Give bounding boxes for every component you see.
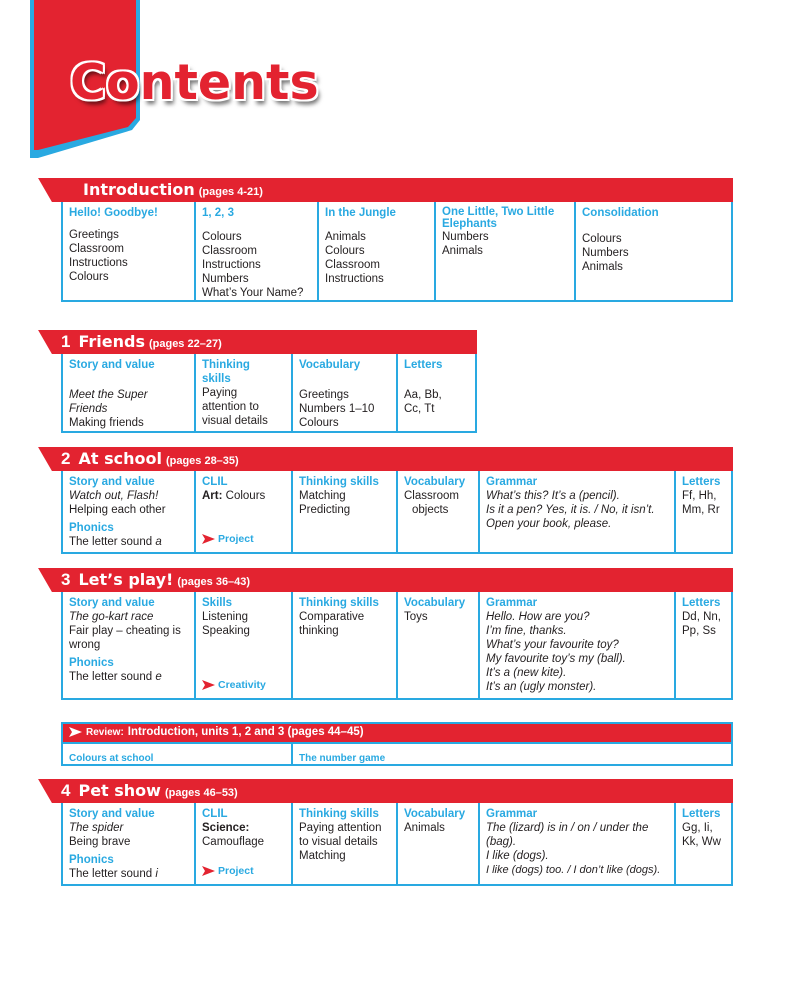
intro-col-heading: Hello! Goodbye! <box>69 207 158 219</box>
flag-icon <box>202 680 215 690</box>
column-heading: Grammar <box>486 808 538 820</box>
unit-pages: (pages 22–27) <box>148 338 222 350</box>
list-item: Numbers <box>442 231 489 243</box>
column-heading: CLIL <box>202 476 228 488</box>
letters-cell <box>396 354 475 431</box>
clil-cell <box>194 803 291 884</box>
list-item: Instructions <box>202 259 261 271</box>
list-item: Greetings <box>69 229 119 241</box>
phonics-text: The letter sound a <box>69 536 162 548</box>
list-item: Colours <box>69 271 109 283</box>
column-heading: Vocabulary <box>404 476 466 488</box>
clil-text: Art: Colours <box>202 490 266 502</box>
review-item-1: Colours at school <box>69 753 154 764</box>
unit-4-section <box>45 779 733 886</box>
unit-title: Pet show <box>78 781 161 800</box>
phonics-heading: Phonics <box>69 854 114 866</box>
story-value: Making friends <box>69 417 144 429</box>
unit-title: Friends <box>78 332 145 351</box>
story-title: Meet the Super Friends <box>69 389 148 415</box>
phonics-heading: Phonics <box>69 522 114 534</box>
clil-cell <box>194 471 291 552</box>
story-cell <box>63 592 194 698</box>
review-grid <box>61 744 733 766</box>
unit-3-section <box>45 568 733 700</box>
unit-pages: (pages 28–35) <box>165 455 239 467</box>
unit-number: 3 <box>61 570 71 589</box>
list-item: Greetings <box>299 389 349 401</box>
list-item: Numbers <box>582 247 629 259</box>
cell-text: Gg, Ii, Kk, Ww <box>682 822 721 848</box>
list-item: What’s this? It’s a (pencil). <box>486 490 620 502</box>
vocabulary-cell <box>396 592 478 698</box>
letters-cell <box>674 592 731 698</box>
list-item: I’m fine, thanks. <box>486 625 567 637</box>
list-item: Classroom <box>325 259 380 271</box>
list-item: Predicting <box>299 504 351 516</box>
intro-col-heading: Consolidation <box>582 207 659 219</box>
list-item: Classroom <box>202 245 257 257</box>
column-heading: Thinking skills <box>299 476 379 488</box>
story-value: Being brave <box>69 836 131 848</box>
review-label: Review: <box>86 726 124 738</box>
intro-pages: (pages 4-21) <box>198 186 263 198</box>
story-cell <box>63 471 194 552</box>
list-item: Speaking <box>202 625 250 637</box>
column-heading: Story and value <box>69 359 155 371</box>
list-item: Instructions <box>69 257 128 269</box>
list-item: It’s a (new kite). <box>486 667 567 679</box>
list-item: I like (dogs). <box>486 850 549 862</box>
grammar-cell <box>478 592 674 698</box>
list-item: Numbers 1–10 <box>299 403 375 415</box>
list-item: Listening <box>202 611 249 623</box>
page-title: Contents <box>70 54 319 111</box>
list-item: Animals <box>404 822 445 834</box>
intro-col-1 <box>63 202 194 300</box>
column-heading: Story and value <box>69 597 155 609</box>
list-item: Colours <box>325 245 365 257</box>
column-heading: Vocabulary <box>404 597 466 609</box>
list-item: Colours <box>202 231 242 243</box>
list-item: Paying attention <box>299 822 382 834</box>
column-heading: Thinking skills <box>299 597 379 609</box>
thinking-cell <box>194 354 291 431</box>
unit-number: 2 <box>61 449 71 468</box>
story-cell <box>63 354 194 431</box>
column-heading: Story and value <box>69 808 155 820</box>
intro-col-5 <box>574 202 731 300</box>
letters-cell <box>674 803 731 884</box>
intro-section <box>45 178 733 302</box>
column-heading: Vocabulary <box>299 359 361 371</box>
column-heading: Thinking skills <box>299 808 379 820</box>
story-title: The spider <box>69 822 124 834</box>
intro-col-2 <box>194 202 317 300</box>
grammar-cell <box>478 803 674 884</box>
story-cell <box>63 803 194 884</box>
list-item: What’s Your Name? <box>202 287 304 299</box>
column-heading: Grammar <box>486 476 538 488</box>
vocabulary-cell <box>396 471 478 552</box>
phonics-text: The letter sound i <box>69 868 158 880</box>
intro-col-4 <box>434 202 574 300</box>
column-heading: Skills <box>202 597 233 609</box>
story-value: Helping each other <box>69 504 166 516</box>
list-item: to visual details <box>299 836 378 848</box>
list-item: Colours <box>582 233 622 245</box>
list-item: Matching <box>299 490 346 502</box>
intro-col-heading: One Little, Two Little Elephants <box>442 206 555 230</box>
story-value: Fair play – cheating is wrong <box>69 625 181 651</box>
column-heading: Vocabulary <box>404 808 466 820</box>
column-heading: Grammar <box>486 597 538 609</box>
unit-pages: (pages 36–43) <box>177 576 251 588</box>
column-heading: Letters <box>682 597 721 609</box>
column-heading: Thinking skills <box>202 359 250 385</box>
vocabulary-cell <box>291 354 396 431</box>
grammar-cell <box>478 471 674 552</box>
intro-title: Introduction <box>83 180 195 199</box>
cell-text: Comparative thinking <box>299 611 365 637</box>
list-item: Instructions <box>325 273 384 285</box>
intro-col-heading: 1, 2, 3 <box>202 207 234 219</box>
list-item: Numbers <box>202 273 249 285</box>
list-item: I like (dogs) too. / I don’t like (dogs). <box>486 864 661 876</box>
project-tag: Project <box>202 864 254 878</box>
list-item: It’s an (ugly monster). <box>486 681 597 693</box>
cell-text: Ff, Hh, Mm, Rr <box>682 490 720 516</box>
story-title: Watch out, Flash! <box>69 490 159 502</box>
unit-title: Let’s play! <box>78 570 174 589</box>
list-item: Classroom <box>69 243 124 255</box>
skills-cell <box>194 592 291 698</box>
thinking-cell <box>291 592 396 698</box>
unit-1-section <box>45 330 477 433</box>
column-heading: Letters <box>404 359 443 371</box>
letters-cell <box>674 471 731 552</box>
list-item: Animals <box>582 261 623 273</box>
list-item: What’s your favourite toy? <box>486 639 619 651</box>
list-item: Animals <box>442 245 483 257</box>
thinking-cell <box>291 803 396 884</box>
phonics-heading: Phonics <box>69 657 114 669</box>
unit-pages: (pages 46–53) <box>164 787 238 799</box>
vocabulary-cell <box>396 803 478 884</box>
list-item: Hello. How are you? <box>486 611 590 623</box>
project-tag: Project <box>202 532 254 546</box>
cell-text: Aa, Bb, Cc, Tt <box>404 389 442 415</box>
flag-icon <box>202 534 215 544</box>
list-item: Colours <box>299 417 339 429</box>
list-item: Toys <box>404 611 428 623</box>
clil-topic: Camouflage <box>202 836 265 848</box>
list-item: Open your book, please. <box>486 518 612 530</box>
flag-icon <box>69 727 82 737</box>
flag-icon <box>202 866 215 876</box>
phonics-text: The letter sound e <box>69 671 162 683</box>
list-item: Is it a pen? Yes, it is. / No, it isn’t. <box>486 504 655 516</box>
thinking-cell <box>291 471 396 552</box>
clil-subject: Science: <box>202 822 250 834</box>
column-heading: CLIL <box>202 808 228 820</box>
cell-text: Paying attention to visual details <box>202 387 268 427</box>
column-heading: Letters <box>682 476 721 488</box>
creativity-tag: Creativity <box>202 678 266 692</box>
list-item: The (lizard) is in / on / under the (bag). <box>486 822 649 848</box>
review-bar <box>61 722 733 744</box>
list-item: Matching <box>299 850 346 862</box>
review-text: Introduction, units 1, 2 and 3 (pages 44–45) <box>127 726 364 738</box>
story-title: The go-kart race <box>69 611 154 623</box>
list-item: My favourite toy’s my (ball). <box>486 653 626 665</box>
unit-title: At school <box>78 449 162 468</box>
list-item: Animals <box>325 231 366 243</box>
intro-col-heading: In the Jungle <box>325 207 396 219</box>
list-item: objects <box>412 504 449 516</box>
column-heading: Letters <box>682 808 721 820</box>
list-item: Classroom <box>404 490 459 502</box>
cell-text: Dd, Nn, Pp, Ss <box>682 611 721 637</box>
unit-2-section <box>45 447 733 554</box>
review-item-2: The number game <box>291 744 731 764</box>
column-heading: Story and value <box>69 476 155 488</box>
intro-col-3 <box>317 202 434 300</box>
unit-number: 4 <box>61 781 71 800</box>
unit-number: 1 <box>61 332 71 351</box>
